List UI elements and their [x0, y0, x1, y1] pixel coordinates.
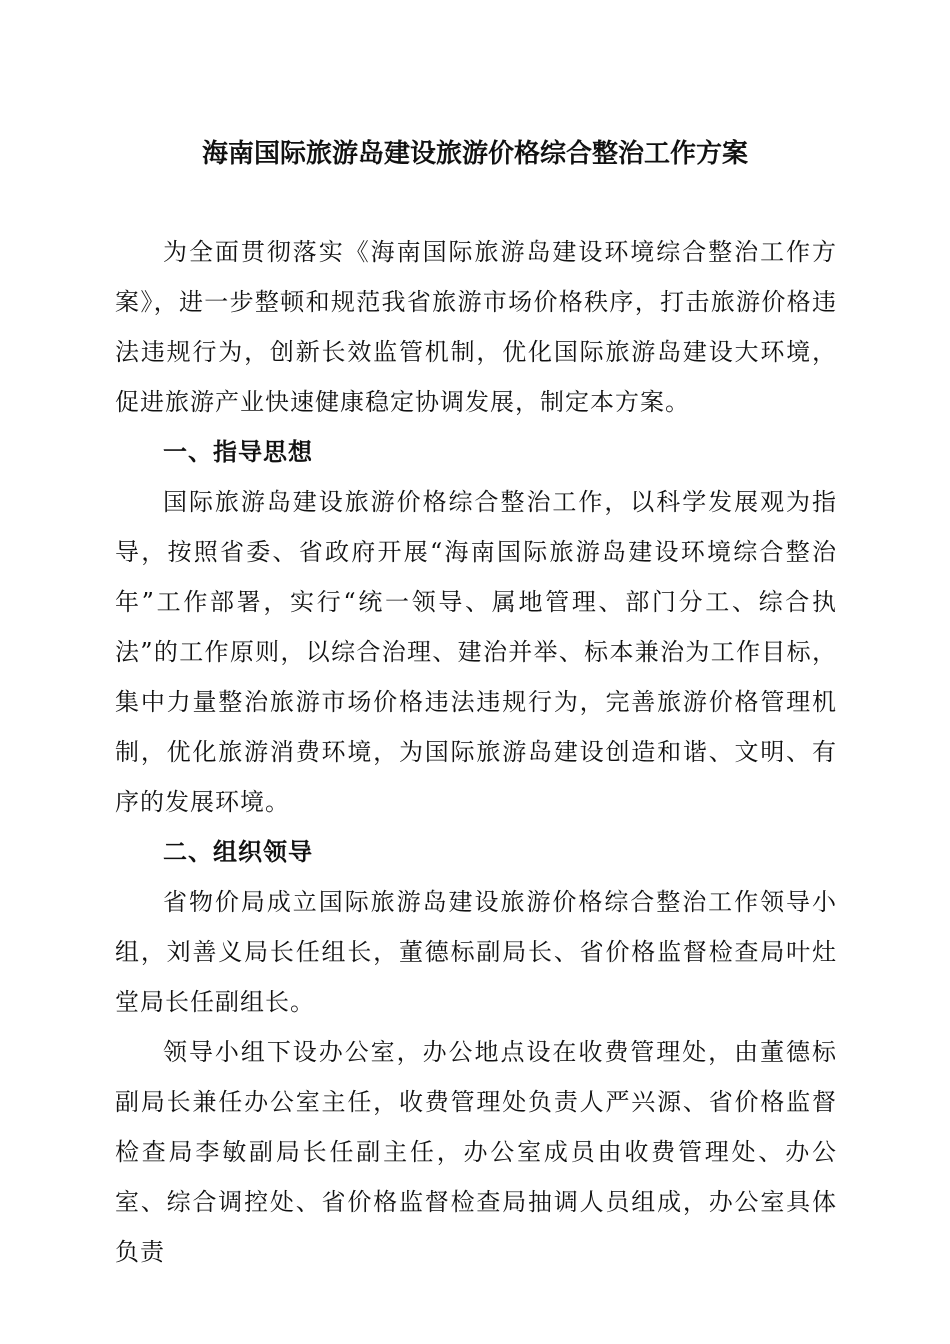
section-heading-guiding-ideology: 一、指导思想: [163, 438, 313, 466]
section-paragraph: 省物价局成立国际旅游岛建设旅游价格综合整治工作领导小组，刘善义局长任组长，董德标副局长、省价格监督检查局叶灶堂局长任副组长。: [115, 888, 837, 1016]
section-paragraph: 国际旅游岛建设旅游价格综合整治工作，以科学发展观为指导，按照省委、省政府开展“海南国际旅游岛建设环境综合整治年”工作部署，实行“统一领导、属地管理、部门分工、综合执法”的工作原则，以综合治理、建治并举、标本兼治为工作目标，集中力量整治旅游市场价格违法违规行为，完善旅游价格管理机制，优化旅游消费环境，为国际旅游岛建设创造和谐、文明、有序的发展环境。: [115, 488, 837, 816]
document-body: [115, 227, 837, 1277]
section-heading-organization: 二、组织领导: [163, 838, 313, 866]
intro-paragraph: 为全面贯彻落实《海南国际旅游岛建设环境综合整治工作方案》，进一步整顿和规范我省旅游市场价格秩序，打击旅游价格违法违规行为，创新长效监管机制，优化国际旅游岛建设大环境，促进旅游产业快速健康稳定协调发展，制定本方案。: [115, 238, 837, 416]
section-paragraph: 领导小组下设办公室，办公地点设在收费管理处，由董德标副局长兼任办公室主任，收费管理处负责人严兴源、省价格监督检查局李敏副局长任副主任，办公室成员由收费管理处、办公室、综合调控处、省价格监督检查局抽调人员组成，办公室具体负责: [115, 1038, 837, 1266]
document-title: 海南国际旅游岛建设旅游价格综合整治工作方案: [201, 139, 748, 169]
